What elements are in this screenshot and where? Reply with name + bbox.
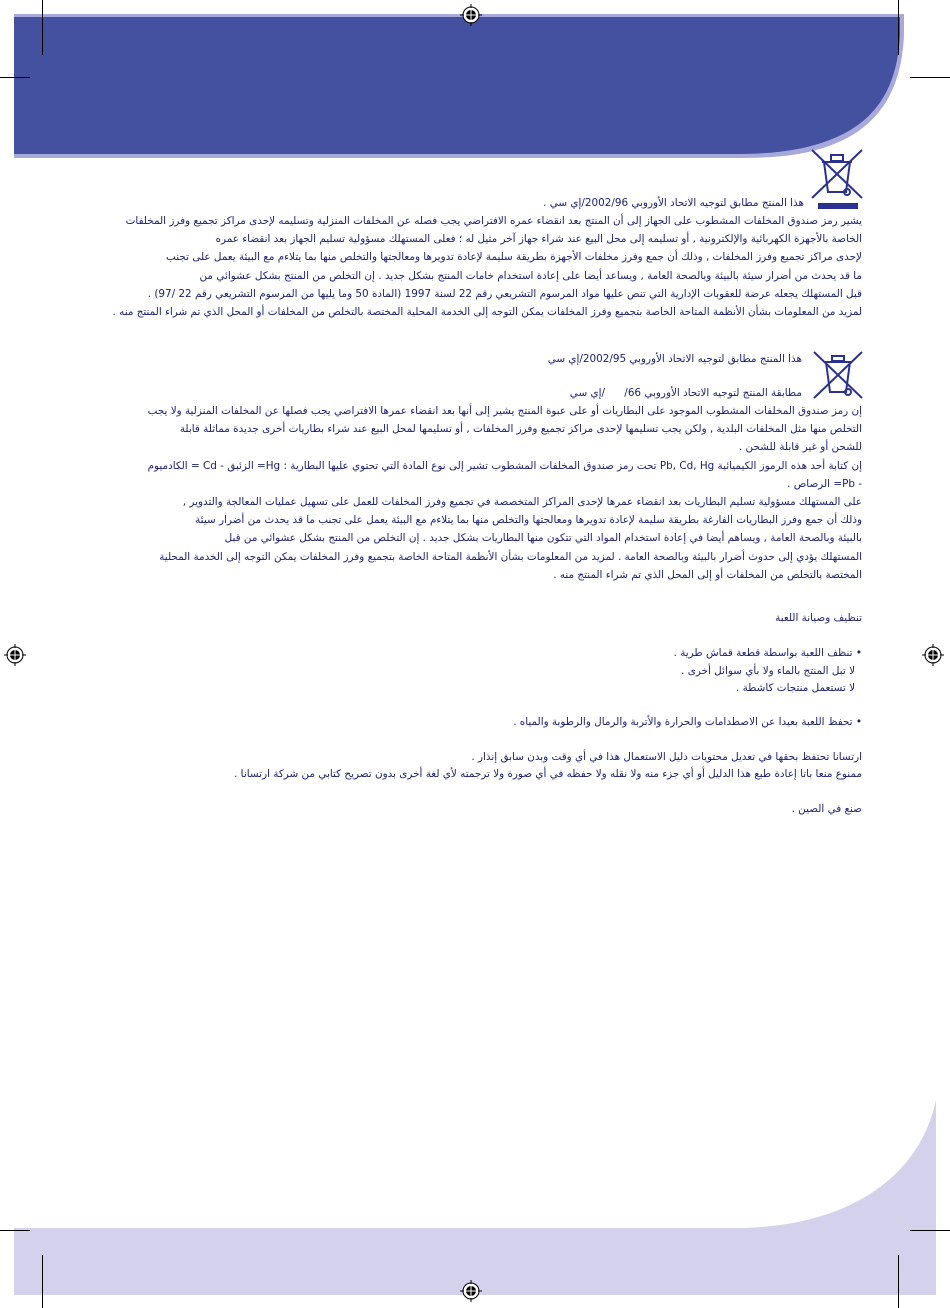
battery-disposal-paragraph (148, 402, 862, 584)
crop-mark (910, 1230, 950, 1231)
paragraph-line: بالبيئة وبالصحة العامة , ويساهم أيضا في إعادة استخدام المواد التي تتكون منها البطاريات بشكل جديد . إن التخلص من المنتج بشكل عشوائي من قبل (224, 532, 862, 545)
header-band (14, 14, 904, 158)
care-bullet: • تحفظ اللعبة بعيدا عن الاصطدامات والحرارة والأتربة والرمال والرطوبة والمياه . (513, 716, 862, 728)
weee-disposal-paragraph (113, 212, 862, 321)
paragraph-line: إن رمز صندوق المخلفات المشطوب الموجود على البطاريات أو على عبوة المنتج يشير إلى أنها بعد انقضاء عمرها الافتراضي يجب فصلها عن المخلفات المنزلية ولا يجب (147, 405, 862, 417)
crop-mark (42, 1255, 43, 1308)
paragraph-line: قبل المستهلك يجعله عرضة للعقوبات الإدارية التي تنص عليها مواد المرسوم التشريعي رقم 22 لسنة 1997 (المادة 50 وما يليها من المرسوم التشريعي رقم 22 /97) . (147, 287, 862, 300)
crossed-out-wheelie-bin-icon (808, 146, 866, 212)
crossed-out-wheelie-bin-icon (810, 348, 866, 402)
crop-mark (898, 1255, 899, 1308)
paragraph-line: على المستهلك مسؤولية تسليم البطاريات بعد انقضاء عمرها لإحدى المراكز المتخصصة في تجميع وفرز المخلفات للعمل على تسهيل عمليات المعالجة والتدوير , (182, 496, 862, 509)
paragraph-line: المستهلك يؤدي إلى حدوث أضرار بالبيئة وبالصحة العامة . لمزيد من المعلومات بشأن الأنظمة المتاحة الخاصة بتجميع وفرز المخلفات يمكن التوجه إلى الخدمة المحلية (159, 550, 862, 563)
copyright-notice: ممنوع منعا باتا إعادة طبع هذا الدليل أو أي جزء منه ولا نقله ولا حفظه في أي صورة ولا ترجمته لأي لغة أخرى بدون تصريح كتابي من شركة ارتسانا . (234, 768, 862, 780)
header-fill (14, 17, 900, 154)
crop-mark (0, 77, 30, 78)
rights-reserved-notice: ارتسانا تحتفظ بحقها في تعديل محتويات دليل الاستعمال هذا في أي وقت وبدن سابق إنذار . (471, 751, 862, 763)
paragraph-line: لإحدى مراكز تجميع وفرز المخلفات , وذلك أن جمع وفرز مخلفات الأجهزة بطريقة سليمة لإعادة تدويرها ومعالجتها والتخلص منها بما يتلاءم مع البيئة يعمل على تجنب (166, 251, 862, 264)
paragraph-line: ما قد يحدث من أضرار سيئة بالبيئة وبالصحة العامة , ويساعد أيضا على إعادة استخدام خامات المنتج بشكل جديد . إن التخلص من المنتج بشكل عشوائي من (199, 269, 862, 282)
registration-mark-icon (4, 644, 26, 666)
paragraph-line: الخاصة بالأجهزة الكهربائية والإلكترونية , أو تسليمه إلى محل البيع عند شراء جهاز آخر مثيل له ؛ فعلى المستهلك مسؤولية تسليم الجهاز بعد انقضاء عمره (215, 233, 862, 246)
crop-mark (42, 0, 43, 55)
registration-mark-icon (460, 1280, 482, 1302)
paragraph-line: للشحن أو غير قابلة للشحن . (738, 441, 862, 454)
paragraph-line: التخلص منها مثل المخلفات البلدية , ولكن يجب تسليمها لإحدى مراكز تجميع وفرز المخلفات , أو تسليمها لمحل البيع عند شراء بطاريات أخرى جديدة مماثلة قابلة (179, 423, 862, 436)
battery-directive-subtitle-suffix: /إي سي (569, 387, 605, 399)
registration-mark-icon (922, 644, 944, 666)
weee-directive-title: هذا المنتج مطابق لتوجيه الاتحاد الأوروبي 2002/96/إي سي . (543, 197, 804, 209)
paragraph-line: إن كتابة أحد هذه الرموز الكيميائية Pb, Cd, Hg تحت رمز صندوق المخلفات المشطوب تشير إلى نوع المادة التي تحتوي عليها البطارية : Hg= الزئبق - Cd = الكادميوم (147, 459, 862, 472)
care-bullet: • تنظف اللعبة بواسطة قطعة قماش طرية . (673, 647, 862, 659)
care-section-title: تنظيف وصيانة اللعبة (775, 612, 862, 624)
registration-mark-icon (460, 4, 482, 26)
paragraph-line: وذلك أن جمع وفرز البطاريات الفارغة بطريقة سليمة لإعادة تدويرها ومعالجتها والتخلص منها بما يتلاءم مع البيئة يعمل على تجنب ما قد يحدث من أضرار سيئة (195, 514, 862, 527)
paragraph-line: يشير رمز صندوق المخلفات المشطوب على الجهاز إلى أن المنتج بعد انقضاء عمره الافتراضي يجب فصله عن المخلفات المنزلية وتسليمه لإحدى مراكز تجميع وفرز المخلفات (125, 215, 862, 227)
paragraph-line: لمزيد من المعلومات بشأن الأنظمة المتاحة الخاصة بتجميع وفرز المخلفات يمكن التوجه إلى الخدمة المحلية المختصة بالتخلص من المخلفات أو المحل الذي تم شراء المنتج منه . (112, 306, 862, 319)
crop-mark (898, 0, 899, 55)
footer-band (14, 1100, 936, 1295)
care-sub-item: لا تستعمل منتجات كاشطة . (735, 682, 855, 694)
crop-mark (910, 77, 950, 78)
paragraph-line: - Pb= الرصاص . (787, 477, 862, 490)
care-sub-item: لا تبل المنتج بالماء ولا بأي سوائل أخرى . (681, 665, 855, 677)
made-in-label: صنع في الصين . (791, 803, 862, 815)
crop-mark (0, 1230, 30, 1231)
paragraph-line: المختصة بالتخلص من المخلفات أو إلى المحل الذي تم شراء المنتج منه . (553, 568, 862, 581)
battery-directive-title: هذا المنتج مطابق لتوجيه الاتحاد الأوروبي 2002/95/إي سي (547, 353, 802, 365)
battery-directive-subtitle: مطابقة المنتج لتوجيه الاتحاد الأوروبي 66/ (624, 387, 802, 399)
